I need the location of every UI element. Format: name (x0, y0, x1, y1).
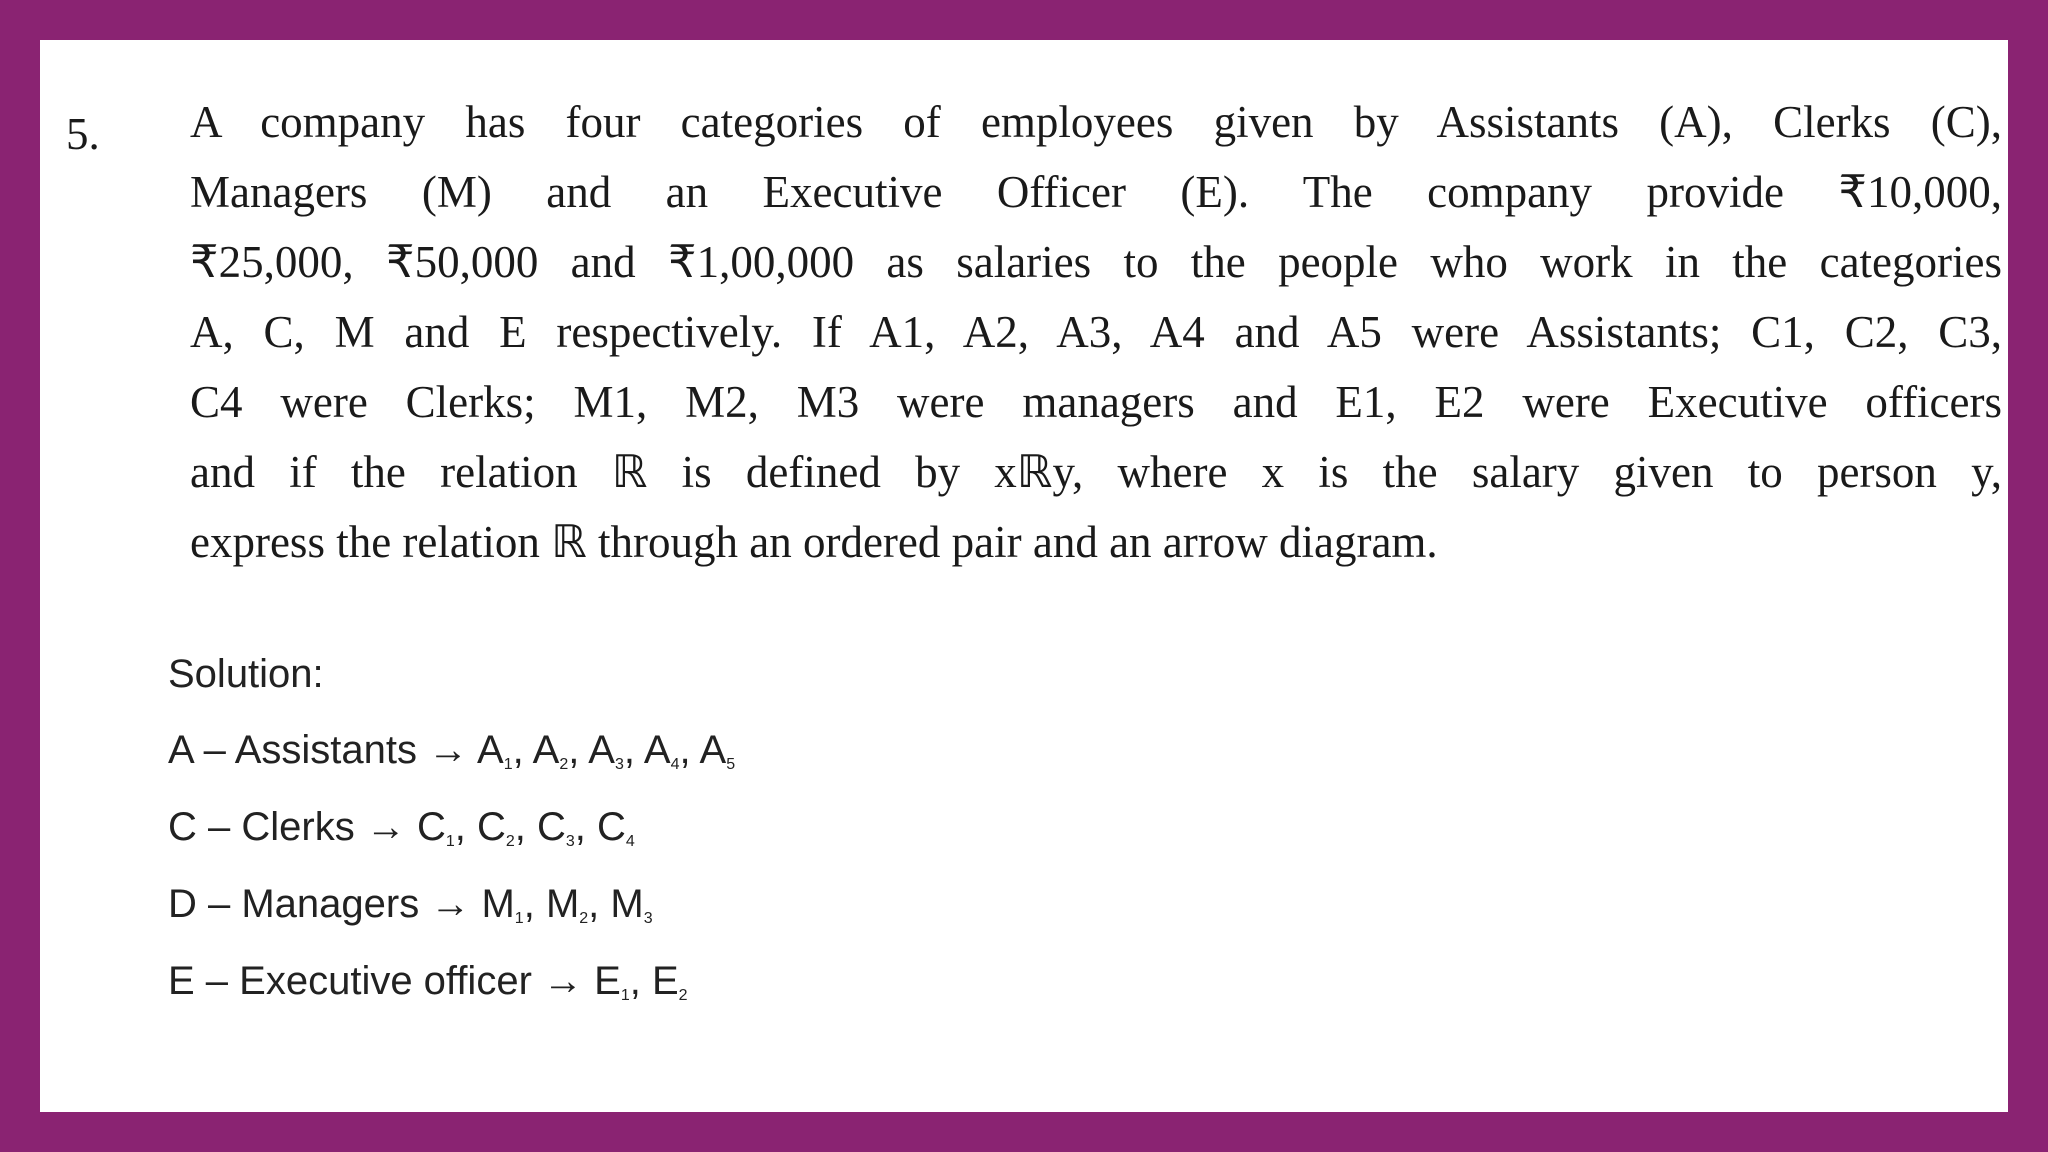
solution-row-clerks: C – Clerks → $C_1$, $C_2$, $C_3$, $C_4$ (168, 805, 635, 850)
problem-line-5: C4 were Clerks; M1, M2, M3 were managers and E1, E2 were Executive officers (190, 377, 2002, 427)
problem-line-4: A, C, M and E respectively. If A1, A2, A3, A4 and A5 were Assistants; C1, C2, C3, (190, 307, 2002, 357)
solution-member: $A_2$ (532, 728, 569, 773)
solution-row-managers: D – Managers → $M_1$, $M_2$, $M_3$ (168, 882, 653, 927)
solution-member: $M_1$ (481, 882, 524, 927)
solution-member: $A_4$ (643, 728, 680, 773)
solution-member: $C_2$ (476, 805, 515, 850)
solution-member: $M_2$ (545, 882, 589, 927)
solution-member: $A_5$ (699, 728, 736, 773)
problem-number: 5. (66, 109, 100, 159)
solution-member: $E_2$ (651, 959, 688, 1004)
problem-line-6: and if the relation ℝ is defined by xℝy, where x is the salary given to person y, (190, 447, 2002, 497)
problem-line-2: Managers (M) and an Executive Officer (E). The company provide ₹10,000, (190, 167, 2002, 217)
solution-row-label: D – Managers → (168, 882, 482, 926)
solution-row-executive: E – Executive officer → $E_1$, $E_2$ (168, 959, 688, 1004)
solution-member: $C_1$ (416, 805, 455, 850)
solution-member: $M_3$ (610, 882, 653, 927)
slide (40, 40, 2008, 1112)
solution-member: $A_3$ (588, 728, 624, 773)
solution-member: $E_1$ (594, 959, 630, 1004)
solution-row-label: A – Assistants → (168, 728, 478, 772)
solution-heading: Solution: (168, 652, 324, 696)
solution-row-label: C – Clerks → (168, 805, 417, 849)
problem-line-7: express the relation ℝ through an ordered pair and an arrow diagram. (190, 517, 1438, 567)
solution-row-assistants: A – Assistants → $A_1$, $A_2$, $A_3$, $A_4$, $A_5$ (168, 728, 736, 773)
solution-member: $C_4$ (597, 805, 635, 850)
problem-line-1: A company has four categories of employees given by Assistants (A), Clerks (C), (190, 97, 2002, 147)
solution-row-label: E – Executive officer → (168, 959, 595, 1003)
solution-member: $A_1$ (477, 728, 513, 773)
problem-line-3: ₹25,000, ₹50,000 and ₹1,00,000 as salaries to the people who work in the categories (190, 237, 2002, 287)
solution-member: $C_3$ (537, 805, 575, 850)
